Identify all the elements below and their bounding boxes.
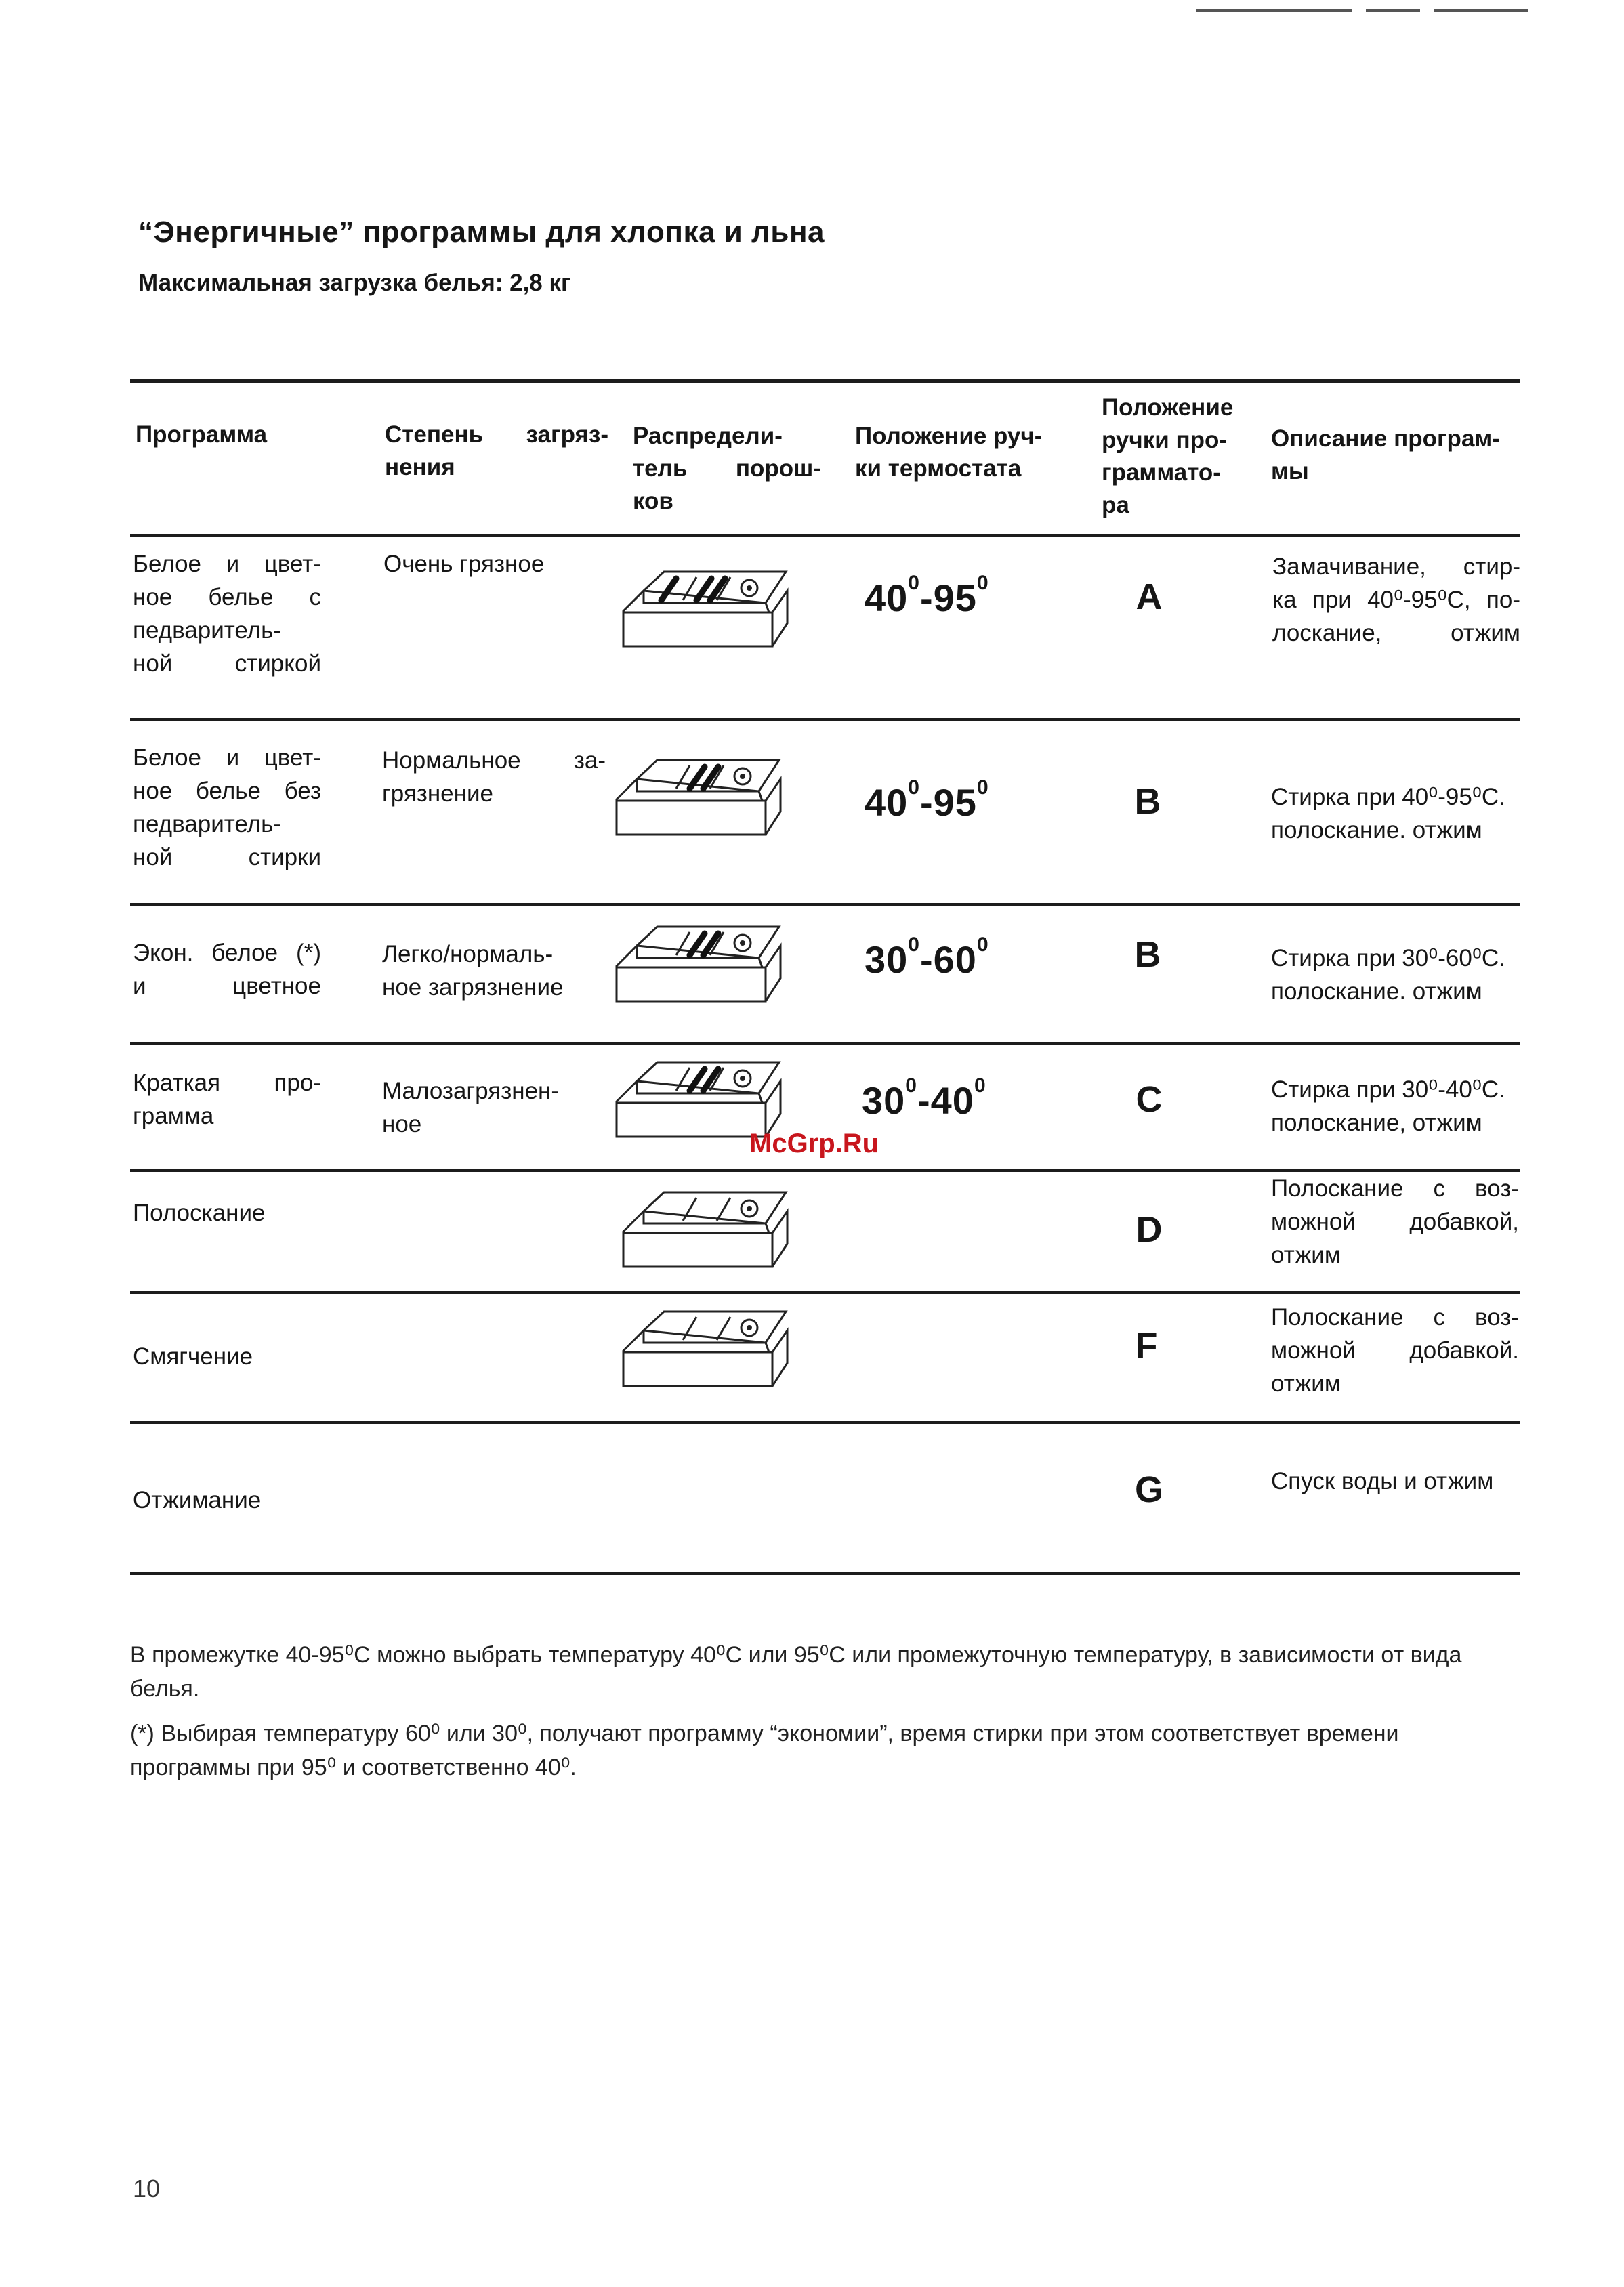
row-3-temperature: $30^0-60^0$ bbox=[865, 933, 989, 981]
row-7-program: Отжимание bbox=[133, 1487, 262, 1513]
header-soil: Степень загряз- нения bbox=[385, 421, 608, 480]
row-7-description: Спуск воды и отжим bbox=[1271, 1468, 1494, 1494]
tray-icon-prewash bbox=[617, 564, 793, 665]
page-subtitle: Максимальная загрузка белья: 2,8 кг bbox=[138, 270, 571, 296]
row-2-temperature: $40^0-95^0$ bbox=[865, 776, 989, 824]
row-1-description: Замачивание, стир- ка при 40⁰-95⁰С, по- лоскание, отжим bbox=[1272, 553, 1520, 646]
row-2-program: Белое и цвет- ное белье без педваритель- ной стирки bbox=[133, 744, 321, 870]
header-rule bbox=[130, 534, 1520, 537]
row-rule bbox=[130, 1421, 1520, 1424]
row-4-programmer-position: C bbox=[1136, 1079, 1163, 1120]
row-3-description: Стирка при 30⁰-60⁰С. полоскание. отжим bbox=[1271, 945, 1505, 1005]
row-1-programmer-position: A bbox=[1136, 576, 1163, 617]
row-4-description: Стирка при 30⁰-40⁰С. полоскание, отжим bbox=[1271, 1076, 1505, 1136]
row-rule bbox=[130, 1042, 1520, 1045]
note-temperature-range: В промежутке 40-95⁰С можно выбрать температуру 40⁰С или 95⁰С или промежуточную температуру, в зависимости от вида белья. bbox=[130, 1642, 1462, 1702]
row-1-program: Белое и цвет- ное белье с педваритель- ной стиркой bbox=[133, 551, 321, 677]
table-top-rule bbox=[130, 379, 1520, 383]
row-5-description: Полоскание с воз- можной добавкой, отжим bbox=[1271, 1175, 1519, 1268]
page-number: 10 bbox=[133, 2175, 161, 2202]
page-title: “Энергичные” программы для хлопка и льна bbox=[138, 215, 825, 249]
row-5-programmer-position: D bbox=[1136, 1209, 1163, 1250]
row-4-temperature: $30^0-40^0$ bbox=[862, 1074, 986, 1122]
row-rule bbox=[130, 1291, 1520, 1294]
header-programmer: Положение ручки про- граммато- ра bbox=[1102, 394, 1234, 518]
table-bottom-rule bbox=[130, 1572, 1520, 1575]
row-3-soil: Легко/нормаль- ное загрязнение bbox=[382, 941, 564, 1001]
tray-icon-main-wash bbox=[610, 919, 786, 1020]
header-thermostat: Положение руч- ки термостата bbox=[855, 423, 1043, 482]
row-rule bbox=[130, 718, 1520, 721]
decorative-line bbox=[1196, 9, 1352, 12]
row-rule bbox=[130, 903, 1520, 906]
note-economy-program: (*) Выбирая температуру 60⁰ или 30⁰, получают программу “экономии”, время стирки при этом соответствует времени программы при 95⁰ и соответственно 40⁰. bbox=[130, 1721, 1399, 1780]
tray-icon-rinse bbox=[617, 1303, 793, 1405]
row-2-description: Стирка при 40⁰-95⁰С. полоскание. отжим bbox=[1271, 784, 1505, 843]
row-3-program: Экон. белое (*) и цветное bbox=[133, 940, 321, 999]
row-6-description: Полоскание с воз- можной добавкой. отжим bbox=[1271, 1304, 1519, 1397]
row-5-program: Полоскание bbox=[133, 1200, 266, 1226]
decorative-line bbox=[1434, 9, 1528, 12]
header-dispenser: Распредели- тель порош- ков bbox=[633, 423, 821, 514]
header-program: Программа bbox=[136, 421, 268, 448]
row-2-soil: Нормальное за- грязнение bbox=[382, 747, 606, 807]
decorative-line bbox=[1366, 9, 1420, 12]
tray-icon-rinse bbox=[617, 1184, 793, 1286]
row-6-programmer-position: F bbox=[1135, 1326, 1158, 1366]
watermark-text: McGrp.Ru bbox=[749, 1129, 879, 1158]
row-1-temperature: $40^0-95^0$ bbox=[865, 572, 989, 619]
row-4-soil: Малозагрязнен- ное bbox=[382, 1078, 560, 1137]
row-1-soil: Очень грязное bbox=[383, 551, 545, 577]
row-2-programmer-position: B bbox=[1134, 781, 1161, 822]
row-6-program: Смягчение bbox=[133, 1343, 253, 1370]
row-3-programmer-position: B bbox=[1134, 934, 1161, 975]
row-7-programmer-position: G bbox=[1134, 1469, 1163, 1510]
tray-icon-main-wash bbox=[610, 752, 786, 854]
row-4-program: Краткая про- грамма bbox=[133, 1070, 321, 1129]
header-description: Описание програм- мы bbox=[1271, 425, 1500, 484]
